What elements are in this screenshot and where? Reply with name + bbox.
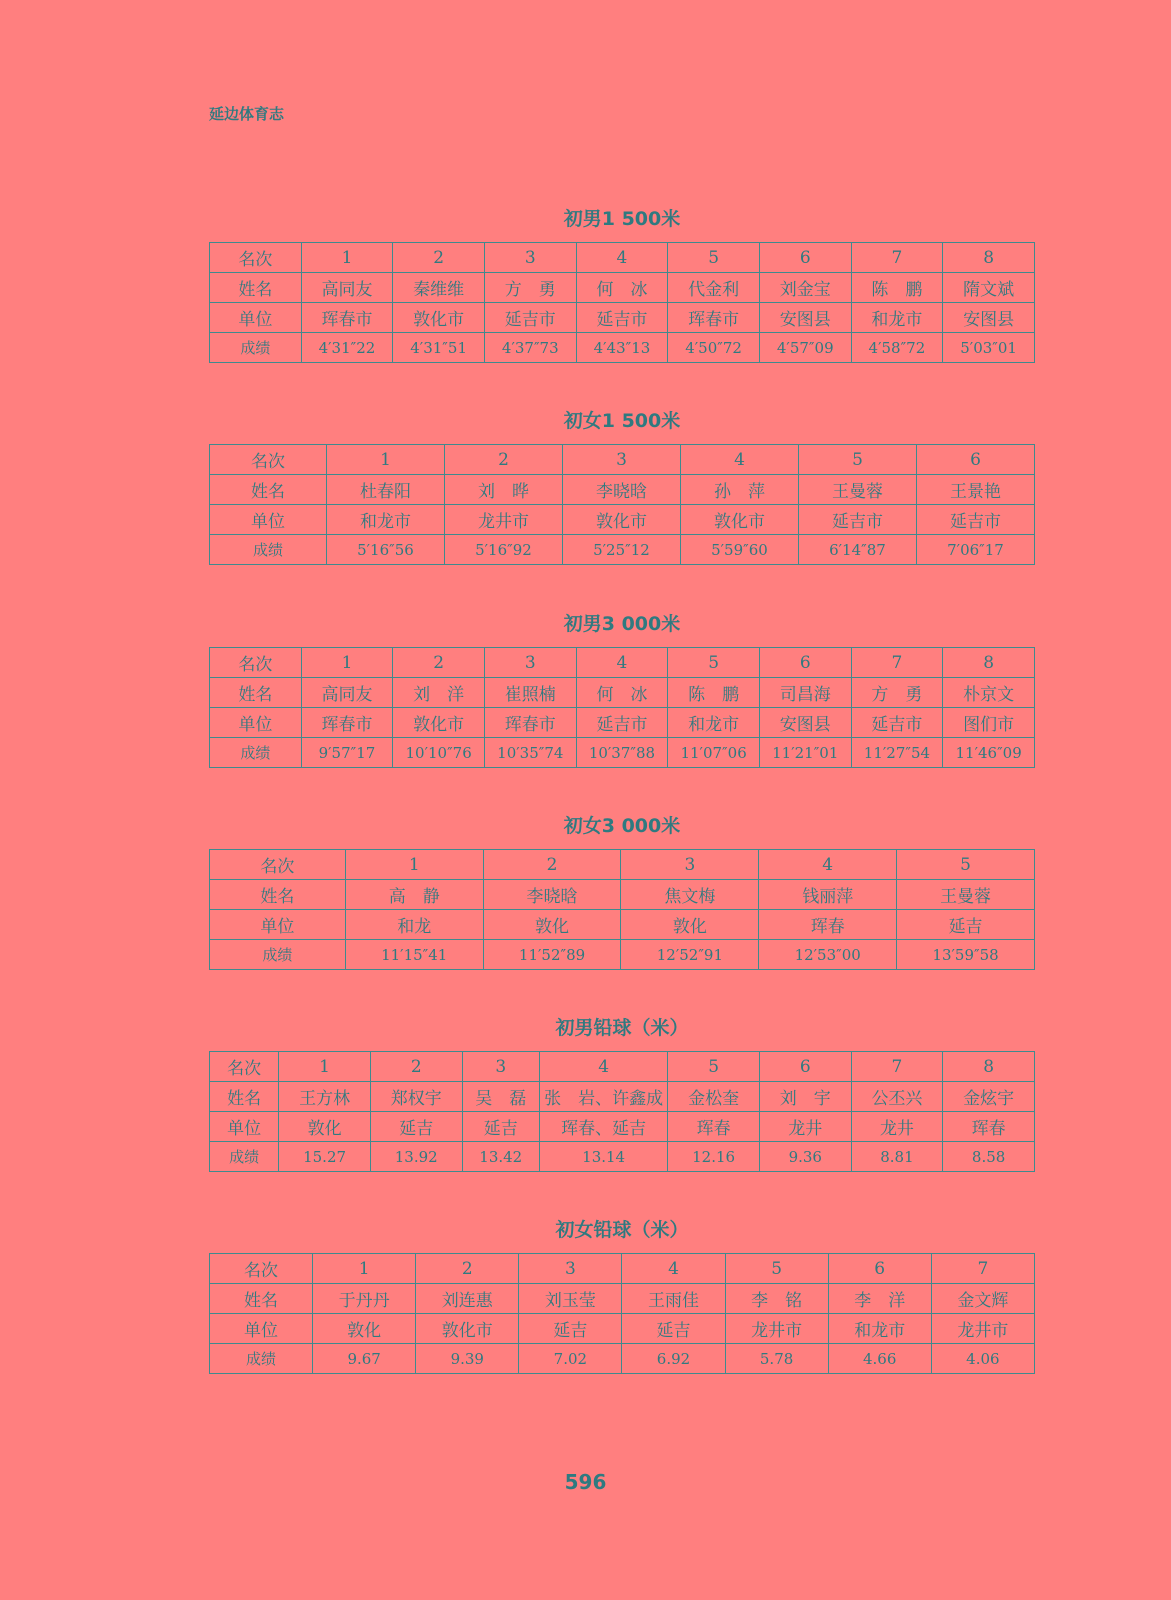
table-row <box>210 1314 1035 1344</box>
table-title: 初女铅球（米） <box>555 1219 689 1241</box>
table-cell: 延吉 <box>462 1112 539 1142</box>
table-cell: 刘 洋 <box>393 678 485 708</box>
table-cell: 9.36 <box>759 1142 851 1172</box>
table-cell: 6.92 <box>622 1344 725 1374</box>
results-table <box>209 1253 1035 1374</box>
table-cell: 9.39 <box>416 1344 519 1374</box>
table-row <box>210 850 1035 880</box>
table-cell: 4′37″73 <box>484 333 576 363</box>
table-cell: 7 <box>851 648 943 678</box>
table-cell: 李 铭 <box>725 1284 828 1314</box>
table-cell: 1 <box>313 1254 416 1284</box>
table-cell: 延吉 <box>519 1314 622 1344</box>
table-cell: 何 冰 <box>576 273 668 303</box>
table-cell: 4 <box>576 243 668 273</box>
table-cell: 11′52″89 <box>483 940 621 970</box>
table-cell: 1 <box>301 648 393 678</box>
table-cell: 5 <box>798 445 916 475</box>
table-cell: 珲春市 <box>301 303 393 333</box>
table-row <box>210 243 1035 273</box>
table-cell: 5′25″12 <box>562 535 680 565</box>
results-section <box>209 610 1035 768</box>
table-cell: 高同友 <box>301 273 393 303</box>
results-table <box>209 647 1035 768</box>
table-title: 初男3 000米 <box>563 613 681 635</box>
page-number: 596 <box>564 1470 607 1494</box>
table-cell: 7 <box>851 1052 943 1082</box>
table-cell: 吴 磊 <box>462 1082 539 1112</box>
results-section <box>209 1216 1035 1374</box>
table-row <box>210 940 1035 970</box>
table-cell: 张 岩、许鑫成 <box>539 1082 667 1112</box>
table-cell: 延吉市 <box>576 708 668 738</box>
table-cell: 13.42 <box>462 1142 539 1172</box>
table-cell: 15.27 <box>279 1142 371 1172</box>
row-header: 姓名 <box>210 475 327 505</box>
table-row <box>210 1142 1035 1172</box>
table-cell: 安图县 <box>759 303 851 333</box>
table-cell: 龙井 <box>759 1112 851 1142</box>
table-row <box>210 708 1035 738</box>
table-cell: 延吉市 <box>576 303 668 333</box>
table-row <box>210 1052 1035 1082</box>
table-cell: 3 <box>519 1254 622 1284</box>
table-cell: 4.06 <box>931 1344 1034 1374</box>
table-cell: 延吉 <box>370 1112 462 1142</box>
table-row <box>210 333 1035 363</box>
table-title: 初男1 500米 <box>563 208 681 230</box>
table-cell: 4′31″22 <box>301 333 393 363</box>
row-header: 单位 <box>210 910 346 940</box>
table-cell: 钱丽萍 <box>759 880 897 910</box>
table-cell: 1 <box>279 1052 371 1082</box>
table-cell: 刘玉莹 <box>519 1284 622 1314</box>
table-cell: 焦文梅 <box>621 880 759 910</box>
table-cell: 12′53″00 <box>759 940 897 970</box>
table-cell: 2 <box>416 1254 519 1284</box>
row-header: 名次 <box>210 1052 279 1082</box>
table-cell: 3 <box>484 243 576 273</box>
row-header: 名次 <box>210 648 302 678</box>
table-cell: 敦化市 <box>562 505 680 535</box>
table-cell: 崔照楠 <box>484 678 576 708</box>
table-cell: 刘 宇 <box>759 1082 851 1112</box>
table-cell: 龙井市 <box>725 1314 828 1344</box>
running-header: 延边体育志 <box>209 105 285 123</box>
table-cell: 1 <box>345 850 483 880</box>
table-cell: 延吉市 <box>798 505 916 535</box>
table-cell: 陈 鹏 <box>668 678 760 708</box>
table-cell: 5 <box>725 1254 828 1284</box>
table-cell: 8 <box>943 243 1035 273</box>
table-cell: 龙井市 <box>444 505 562 535</box>
row-header: 成绩 <box>210 1344 313 1374</box>
row-header: 名次 <box>210 243 302 273</box>
row-header: 成绩 <box>210 1142 279 1172</box>
table-cell: 3 <box>484 648 576 678</box>
table-cell: 李 洋 <box>828 1284 931 1314</box>
table-cell: 敦化 <box>621 910 759 940</box>
table-cell: 和龙市 <box>668 708 760 738</box>
row-header: 姓名 <box>210 273 302 303</box>
table-cell: 5 <box>668 243 760 273</box>
row-header: 成绩 <box>210 333 302 363</box>
table-cell: 7 <box>851 243 943 273</box>
table-row <box>210 880 1035 910</box>
table-cell: 6 <box>828 1254 931 1284</box>
table-cell: 珲春市 <box>484 708 576 738</box>
table-cell: 司昌海 <box>759 678 851 708</box>
table-cell: 安图县 <box>943 303 1035 333</box>
table-cell: 5′59″60 <box>680 535 798 565</box>
table-row <box>210 648 1035 678</box>
results-section <box>209 205 1035 363</box>
row-header: 名次 <box>210 445 327 475</box>
table-cell: 郑权宇 <box>370 1082 462 1112</box>
row-header: 成绩 <box>210 940 346 970</box>
table-cell: 3 <box>562 445 680 475</box>
table-row <box>210 1344 1035 1374</box>
table-cell: 5′16″92 <box>444 535 562 565</box>
results-table <box>209 849 1035 970</box>
table-row <box>210 1254 1035 1284</box>
table-cell: 2 <box>483 850 621 880</box>
table-cell: 珲春 <box>943 1112 1035 1142</box>
table-row <box>210 1082 1035 1112</box>
table-cell: 公丕兴 <box>851 1082 943 1112</box>
results-section <box>209 1014 1035 1172</box>
table-cell: 王景艳 <box>916 475 1034 505</box>
table-cell: 李晓晗 <box>483 880 621 910</box>
table-cell: 4 <box>680 445 798 475</box>
table-cell: 敦化市 <box>393 708 485 738</box>
row-header: 单位 <box>210 505 327 535</box>
table-cell: 12.16 <box>668 1142 760 1172</box>
table-cell: 隋文斌 <box>943 273 1035 303</box>
table-cell: 3 <box>621 850 759 880</box>
table-cell: 4 <box>539 1052 667 1082</box>
table-row <box>210 273 1035 303</box>
table-cell: 6 <box>759 243 851 273</box>
table-cell: 6 <box>916 445 1034 475</box>
table-cell: 于丹丹 <box>313 1284 416 1314</box>
table-cell: 王方林 <box>279 1082 371 1112</box>
table-row <box>210 505 1035 535</box>
table-cell: 2 <box>444 445 562 475</box>
table-cell: 陈 鹏 <box>851 273 943 303</box>
table-cell: 秦维维 <box>393 273 485 303</box>
table-cell: 珲春、延吉 <box>539 1112 667 1142</box>
row-header: 姓名 <box>210 1284 313 1314</box>
table-cell: 敦化市 <box>393 303 485 333</box>
table-title: 初男铅球（米） <box>555 1017 689 1039</box>
table-cell: 13′59″58 <box>897 940 1035 970</box>
table-cell: 李晓晗 <box>562 475 680 505</box>
table-cell: 6′14″87 <box>798 535 916 565</box>
table-cell: 11′07″06 <box>668 738 760 768</box>
table-cell: 敦化市 <box>416 1314 519 1344</box>
results-table <box>209 1051 1035 1172</box>
table-cell: 10′37″88 <box>576 738 668 768</box>
row-header: 名次 <box>210 850 346 880</box>
table-cell: 3 <box>462 1052 539 1082</box>
table-cell: 金松奎 <box>668 1082 760 1112</box>
table-cell: 8.81 <box>851 1142 943 1172</box>
table-cell: 13.14 <box>539 1142 667 1172</box>
table-cell: 7 <box>931 1254 1034 1284</box>
table-cell: 5.78 <box>725 1344 828 1374</box>
table-cell: 11′21″01 <box>759 738 851 768</box>
table-cell: 4′58″72 <box>851 333 943 363</box>
table-cell: 8.58 <box>943 1142 1035 1172</box>
table-cell: 刘 晔 <box>444 475 562 505</box>
table-cell: 敦化市 <box>680 505 798 535</box>
table-cell: 延吉市 <box>916 505 1034 535</box>
table-cell: 和龙市 <box>326 505 444 535</box>
table-cell: 5′16″56 <box>326 535 444 565</box>
table-cell: 10′10″76 <box>393 738 485 768</box>
table-cell: 高同友 <box>301 678 393 708</box>
table-row <box>210 910 1035 940</box>
table-cell: 刘金宝 <box>759 273 851 303</box>
row-header: 单位 <box>210 1112 279 1142</box>
table-row <box>210 445 1035 475</box>
table-cell: 6 <box>759 1052 851 1082</box>
table-cell: 1 <box>326 445 444 475</box>
results-table <box>209 242 1035 363</box>
table-row <box>210 535 1035 565</box>
table-row <box>210 678 1035 708</box>
table-cell: 5 <box>668 1052 760 1082</box>
table-cell: 金文辉 <box>931 1284 1034 1314</box>
table-cell: 王曼蓉 <box>798 475 916 505</box>
table-row <box>210 738 1035 768</box>
table-cell: 7′06″17 <box>916 535 1034 565</box>
table-cell: 和龙市 <box>828 1314 931 1344</box>
table-cell: 6 <box>759 648 851 678</box>
table-cell: 敦化 <box>313 1314 416 1344</box>
table-cell: 杜春阳 <box>326 475 444 505</box>
table-cell: 4 <box>759 850 897 880</box>
row-header: 姓名 <box>210 1082 279 1112</box>
table-cell: 4′57″09 <box>759 333 851 363</box>
table-row <box>210 303 1035 333</box>
table-cell: 高 静 <box>345 880 483 910</box>
table-cell: 2 <box>393 243 485 273</box>
table-cell: 珲春市 <box>301 708 393 738</box>
table-cell: 刘连惠 <box>416 1284 519 1314</box>
table-cell: 4 <box>576 648 668 678</box>
table-row <box>210 475 1035 505</box>
table-cell: 8 <box>943 1052 1035 1082</box>
table-cell: 11′15″41 <box>345 940 483 970</box>
table-cell: 7.02 <box>519 1344 622 1374</box>
table-cell: 5 <box>897 850 1035 880</box>
table-cell: 9′57″17 <box>301 738 393 768</box>
row-header: 成绩 <box>210 738 302 768</box>
table-cell: 11′46″09 <box>943 738 1035 768</box>
table-cell: 9.67 <box>313 1344 416 1374</box>
table-cell: 2 <box>370 1052 462 1082</box>
results-section <box>209 812 1035 970</box>
table-cell: 和龙 <box>345 910 483 940</box>
table-cell: 5 <box>668 648 760 678</box>
table-cell: 龙井 <box>851 1112 943 1142</box>
table-cell: 13.92 <box>370 1142 462 1172</box>
table-title: 初女1 500米 <box>563 410 681 432</box>
table-cell: 延吉 <box>897 910 1035 940</box>
table-cell: 敦化 <box>279 1112 371 1142</box>
table-cell: 方 勇 <box>851 678 943 708</box>
table-cell: 延吉 <box>622 1314 725 1344</box>
row-header: 单位 <box>210 1314 313 1344</box>
table-cell: 孙 萍 <box>680 475 798 505</box>
table-cell: 金炫宇 <box>943 1082 1035 1112</box>
table-cell: 珲春 <box>759 910 897 940</box>
results-section <box>209 407 1035 565</box>
table-cell: 延吉市 <box>484 303 576 333</box>
table-row <box>210 1284 1035 1314</box>
table-cell: 珲春市 <box>668 303 760 333</box>
table-cell: 4 <box>622 1254 725 1284</box>
table-cell: 延吉市 <box>851 708 943 738</box>
table-cell: 1 <box>301 243 393 273</box>
table-cell: 王雨佳 <box>622 1284 725 1314</box>
row-header: 成绩 <box>210 535 327 565</box>
table-cell: 和龙市 <box>851 303 943 333</box>
table-cell: 4.66 <box>828 1344 931 1374</box>
table-cell: 朴京文 <box>943 678 1035 708</box>
table-cell: 11′27″54 <box>851 738 943 768</box>
table-cell: 8 <box>943 648 1035 678</box>
table-cell: 何 冰 <box>576 678 668 708</box>
table-cell: 敦化 <box>483 910 621 940</box>
row-header: 名次 <box>210 1254 313 1284</box>
results-table <box>209 444 1035 565</box>
table-cell: 4′50″72 <box>668 333 760 363</box>
row-header: 单位 <box>210 303 302 333</box>
table-cell: 4′43″13 <box>576 333 668 363</box>
table-cell: 珲春 <box>668 1112 760 1142</box>
row-header: 姓名 <box>210 880 346 910</box>
table-cell: 代金利 <box>668 273 760 303</box>
row-header: 姓名 <box>210 678 302 708</box>
table-cell: 龙井市 <box>931 1314 1034 1344</box>
row-header: 单位 <box>210 708 302 738</box>
table-cell: 安图县 <box>759 708 851 738</box>
table-cell: 王曼蓉 <box>897 880 1035 910</box>
table-cell: 2 <box>393 648 485 678</box>
table-cell: 12′52″91 <box>621 940 759 970</box>
table-cell: 5′03″01 <box>943 333 1035 363</box>
table-cell: 10′35″74 <box>484 738 576 768</box>
table-cell: 图们市 <box>943 708 1035 738</box>
table-row <box>210 1112 1035 1142</box>
table-cell: 方 勇 <box>484 273 576 303</box>
table-title: 初女3 000米 <box>563 815 681 837</box>
table-cell: 4′31″51 <box>393 333 485 363</box>
